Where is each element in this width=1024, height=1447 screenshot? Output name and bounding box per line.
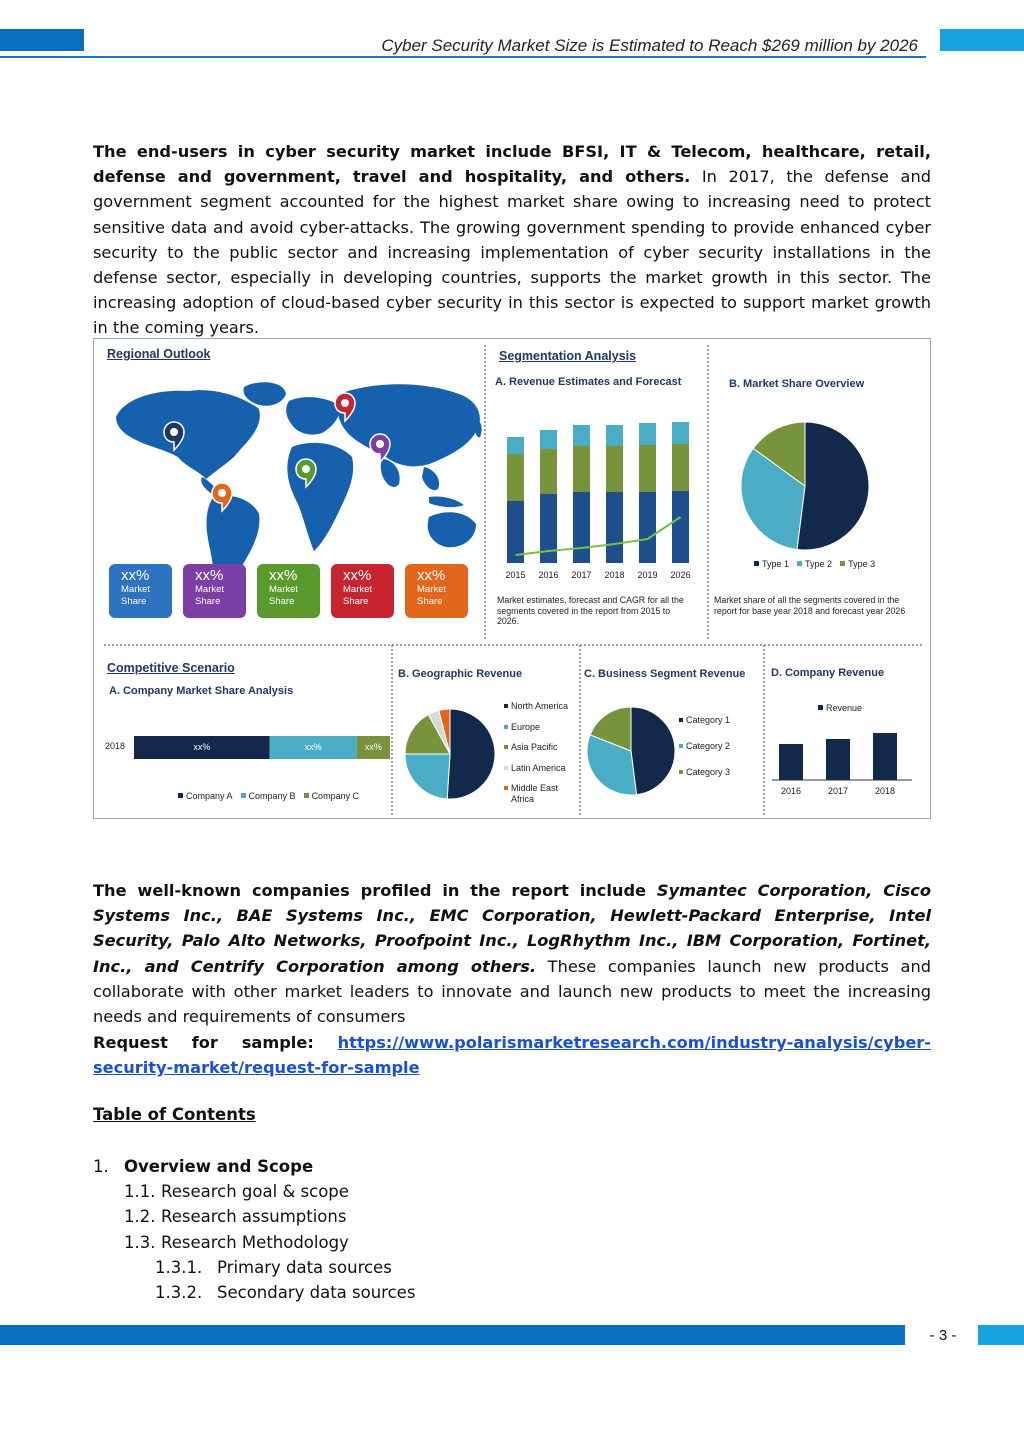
revenue-bar-segment	[540, 430, 557, 449]
geo-legend-item	[504, 742, 568, 752]
paragraph-end-users-bold: The end-users in cyber security market include BFSI, IT & Telecom, healthcare, retail, defense and government, travel and hospitality, and others.	[93, 142, 931, 187]
paragraph-companies-text: These companies launch new products and collaborate with other market leaders to innovate and launch new products to meet the increasing needs and requirements of consumers	[93, 956, 931, 1027]
toc-item-text: Primary data sources	[217, 1257, 392, 1277]
paragraph-companies-lead: The well-known companies profiled in the report include	[93, 881, 657, 900]
region-badge	[257, 564, 320, 618]
geo-revenue-legend	[504, 701, 568, 804]
market-share-legend-item	[754, 559, 789, 569]
geo-revenue-title: B. Geographic Revenue	[398, 668, 523, 680]
revenue-year-label: 2018	[604, 570, 625, 580]
business-legend-label: Category 3	[686, 767, 731, 777]
request-sample-link[interactable]: https://www.polarismarketresearch.com/industry-analysis/cyber-security-market/request-for-sample	[93, 1033, 931, 1078]
revenue-bar-segment	[573, 446, 590, 492]
page-number: - 3 -	[929, 1327, 957, 1344]
region-badge-pct: xx%	[195, 567, 224, 584]
company-revenue-title: D. Company Revenue	[771, 667, 885, 679]
region-badge-pct: xx%	[343, 567, 372, 584]
region-badge-label: Market	[269, 584, 299, 595]
revenue-bar-segment	[672, 444, 689, 491]
toc-item-text: Research goal & scope	[161, 1182, 349, 1202]
pie-slice	[631, 707, 675, 795]
market-share-title: B. Market Share Overview	[729, 378, 865, 390]
toc-item	[93, 1280, 415, 1305]
revenue-bar-segment	[639, 445, 656, 492]
revenue-year-label: 2017	[571, 570, 592, 580]
market-share-legend-label: Type 3	[848, 559, 876, 569]
geo-legend-item	[504, 763, 568, 773]
map-south-asia	[381, 459, 400, 487]
company-legend-label: Company C	[311, 791, 360, 801]
toc-item-number: 1.	[93, 1157, 109, 1176]
revenue-bar-segment	[639, 492, 656, 563]
legend-swatch	[504, 766, 508, 770]
region-badge-label: Market	[343, 584, 373, 595]
revenue-bar-chart	[507, 422, 689, 563]
company-legend-item	[304, 791, 360, 801]
legend-swatch	[504, 704, 508, 708]
regional-outlook-title: Regional Outlook	[107, 347, 211, 361]
business-legend-label: Category 2	[686, 741, 731, 751]
toc-item	[93, 1154, 415, 1179]
company-revenue-year: 2016	[780, 786, 802, 796]
company-revenue-chart	[772, 733, 912, 780]
company-share-value: xx%	[364, 742, 382, 752]
revenue-bar-segment	[540, 449, 557, 494]
footer-accent	[978, 1325, 1024, 1345]
map-greenland	[243, 382, 286, 406]
footer-bar	[0, 1325, 905, 1345]
legend-swatch	[504, 725, 508, 729]
region-badge-pct: xx%	[121, 567, 150, 584]
map-indonesia	[429, 496, 464, 507]
geo-legend-item	[504, 722, 568, 732]
pie-slice	[405, 754, 450, 799]
revenue-year-label: 2026	[670, 570, 691, 580]
revenue-year-label: 2015	[505, 570, 526, 580]
region-badge-label: Share	[121, 596, 147, 607]
company-share-value: xx%	[304, 742, 322, 752]
geo-legend-label: Africa	[511, 793, 535, 804]
business-legend-item	[679, 715, 730, 725]
company-bar-year: 2018	[104, 741, 126, 751]
paragraph-companies-list: Symantec Corporation, Cisco Systems Inc., BAE Systems Inc., EMC Corporation, Hewlett-Packard Enterprise, Intel Security, Palo Alto Networks, Proofpoint Inc., LogRhythm Inc., IBM Corporation, Fortinet, Inc., and Centrify Corporation among others.	[93, 881, 931, 976]
legend-swatch	[504, 745, 508, 749]
toc-item	[93, 1230, 415, 1255]
market-share-legend-label: Type 1	[762, 559, 790, 569]
region-badge-pct: xx%	[417, 567, 446, 584]
revenue-bar-segment	[573, 425, 590, 446]
market-share-pie	[741, 422, 869, 550]
company-legend-label: Company A	[186, 791, 233, 801]
market-share-legend-label: Type 2	[805, 559, 833, 569]
business-legend-label: Category 1	[686, 715, 731, 725]
toc-item	[93, 1204, 415, 1229]
legend-swatch	[797, 561, 802, 566]
geographic-revenue-pie	[405, 709, 495, 799]
legend-swatch	[304, 793, 309, 798]
header-rule	[0, 56, 926, 58]
revenue-bar-segment	[672, 491, 689, 563]
toc-item	[93, 1179, 415, 1204]
paragraph-end-users	[93, 139, 931, 341]
region-badge	[183, 564, 246, 618]
revenue-note: Market estimates, forecast and CAGR for all the segments covered in the report from 2015 to 2026.	[497, 595, 684, 626]
company-legend-item	[241, 791, 296, 801]
revenue-forecast-title: A. Revenue Estimates and Forecast	[495, 376, 682, 388]
map-africa	[287, 443, 353, 551]
map-europe	[286, 397, 339, 434]
legend-swatch	[840, 561, 845, 566]
geo-legend-item	[504, 783, 568, 793]
map-australia	[428, 512, 476, 547]
legend-swatch	[754, 561, 759, 566]
business-segment-title: C. Business Segment Revenue	[584, 668, 746, 680]
company-revenue-legend-label: Revenue	[826, 703, 863, 713]
competitive-title: Competitive Scenario	[107, 661, 235, 675]
region-badge-label: Share	[195, 596, 221, 607]
company-revenue-bar	[826, 739, 850, 780]
pie-slice	[797, 422, 869, 550]
revenue-bar-segment	[573, 492, 590, 563]
region-badge-label: Market	[121, 584, 151, 595]
region-badge-label: Market	[417, 584, 447, 595]
region-badge	[109, 564, 172, 618]
revenue-bar-segment	[672, 422, 689, 444]
business-segment-legend	[679, 715, 730, 793]
region-badge-label: Market	[195, 584, 225, 595]
company-revenue-bar	[873, 733, 897, 780]
toc-title: Table of Contents	[93, 1105, 256, 1124]
region-badge-label: Share	[343, 596, 369, 607]
company-revenue-year: 2017	[827, 786, 849, 796]
region-badge-label: Share	[417, 596, 443, 607]
business-legend-item	[679, 767, 730, 777]
revenue-bar-segment	[507, 437, 524, 454]
pin-asia-icon	[370, 434, 390, 462]
revenue-year-label: 2019	[637, 570, 658, 580]
company-revenue-year: 2018	[874, 786, 896, 796]
toc-item-number: 1.3.	[124, 1232, 156, 1252]
legend-swatch	[679, 770, 683, 774]
map-asia	[337, 384, 480, 466]
legend-swatch	[241, 793, 246, 798]
market-share-legend-item	[797, 559, 832, 569]
region-badge	[405, 564, 468, 618]
revenue-bar-segment	[606, 492, 623, 563]
legend-swatch	[504, 786, 508, 790]
geo-legend-label: Middle East	[511, 783, 559, 793]
market-share-legend	[754, 559, 883, 569]
region-badge-label: Share	[269, 596, 295, 607]
toc-item-number: 1.2.	[124, 1207, 156, 1227]
paragraph-companies	[93, 878, 931, 1029]
company-share-value: xx%	[193, 742, 211, 752]
toc-item-text: Overview and Scope	[124, 1157, 314, 1176]
geo-legend-label: Asia Pacific	[511, 742, 558, 752]
geo-legend-item	[504, 794, 568, 804]
company-legend-item	[178, 791, 233, 801]
toc-item-text: Research assumptions	[161, 1207, 347, 1227]
company-share-title: A. Company Market Share Analysis	[109, 685, 294, 697]
business-legend-item	[679, 741, 730, 751]
company-bar-legend	[178, 791, 367, 801]
map-japan	[475, 421, 481, 438]
revenue-bar-segment	[606, 446, 623, 492]
revenue-year-label: 2016	[538, 570, 559, 580]
toc-item-number: 1.3.1.	[155, 1257, 203, 1277]
map-north-america	[116, 390, 260, 479]
revenue-bar-segment	[639, 423, 656, 445]
toc-list	[93, 1154, 415, 1305]
company-revenue-legend	[818, 703, 862, 713]
market-share-legend-item	[840, 559, 875, 569]
legend-swatch	[679, 718, 683, 722]
toc-item-text: Research Methodology	[161, 1232, 349, 1252]
header-accent-right	[940, 29, 1024, 51]
header-accent-left	[0, 29, 84, 51]
request-sample-label: Request for sample:	[93, 1033, 338, 1052]
region-badge	[331, 564, 394, 618]
geo-legend-label: North America	[511, 701, 569, 711]
company-revenue-bar	[779, 744, 803, 780]
page-header-title: Cyber Security Market Size is Estimated to Reach $269 million by 2026	[381, 36, 918, 55]
company-legend-label: Company B	[248, 791, 296, 801]
toc-item	[93, 1255, 415, 1280]
market-share-note: Market share of all the segments covered in the report for base year 2018 and forecast year 2026	[714, 595, 906, 616]
geo-legend-label: Europe	[511, 721, 541, 732]
segmentation-title: Segmentation Analysis	[499, 349, 637, 363]
toc-item-text: Secondary data sources	[217, 1283, 416, 1303]
region-badge-pct: xx%	[269, 567, 298, 584]
request-sample	[93, 1030, 931, 1080]
paragraph-end-users-text: In 2017, the defense and government segment accounted for the highest market share owing to increasing need to protect sensitive data and avoid cyber-attacks. The growing government spending to provide enhanced cyber security to the public sector and increasing implementation of cyber security installations in the defense sector, especially in developing countries, supports the market growth in this sector. The increasing adoption of cloud-based cyber security in this sector is expected to support market growth in the coming years.	[93, 167, 931, 338]
revenue-bar-segment	[507, 454, 524, 501]
business-segment-pie	[587, 707, 675, 795]
geo-legend-item	[504, 701, 568, 711]
map-se-asia	[422, 467, 439, 490]
geo-legend-label: Latin America	[511, 762, 566, 773]
revenue-bar-segment	[606, 425, 623, 446]
report-infographic	[93, 338, 931, 819]
legend-swatch	[679, 744, 683, 748]
pie-slice	[447, 709, 495, 799]
toc-item-number: 1.3.2.	[155, 1283, 203, 1303]
legend-swatch	[178, 793, 183, 798]
toc-item-number: 1.1.	[124, 1182, 156, 1202]
